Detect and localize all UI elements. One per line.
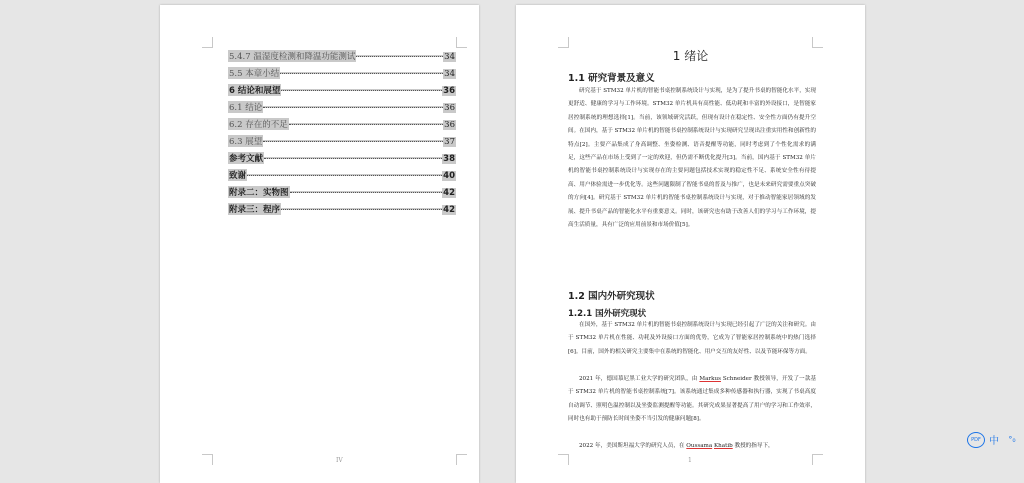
toc-entry-page: 36	[444, 120, 455, 130]
document-page-right	[516, 5, 865, 483]
toc-entry-label: 5.5 本章小结	[229, 69, 280, 79]
page-number: 1	[688, 457, 692, 464]
toc-leader	[356, 55, 443, 57]
crop-mark	[558, 454, 569, 465]
toc-entry-page: 42	[443, 188, 455, 198]
toc-leader	[280, 72, 443, 74]
toc-leader	[281, 208, 442, 210]
toc-leader	[264, 157, 442, 159]
toc-entry-page: 36	[443, 86, 455, 96]
toc-entry-page: 34	[444, 69, 455, 79]
toc-entry-label: 5.4.7 温湿度检测和降温功能测试	[229, 52, 356, 62]
table-of-contents	[228, 45, 456, 215]
paragraph: 2021 年，德国慕尼黑工业大学的研究团队，由 Markus Schneider 教授领导，开发了一款基于 STM32 单片机的智能书桌控制系统[7]。该系统通过集成多种传感器和执行器，实现了书桌高度自动调节、照明色温控制以及坐姿监测提醒等功能。其研究成果显著提高了用户的学习和工作效率，同时也有助于预防长时间坐姿不当引发的健康问题[8]。	[568, 376, 816, 423]
page-number: IV	[336, 457, 343, 464]
document-page-left	[160, 5, 479, 483]
toc-entry-label: 附录三：程序	[229, 205, 281, 215]
toc-entry[interactable]	[228, 96, 456, 113]
toc-leader	[289, 123, 443, 125]
section-heading: 1.2 国内外研究现状	[568, 291, 655, 302]
toc-entry-page: 42	[443, 205, 455, 215]
toc-entry-label: 6 结论和展望	[229, 86, 281, 96]
toc-entry-page: 36	[444, 103, 455, 113]
toc-entry[interactable]	[228, 45, 456, 62]
toc-entry[interactable]	[228, 181, 456, 198]
section-heading: 1.1 研究背景及意义	[568, 73, 655, 84]
toc-entry[interactable]	[228, 113, 456, 130]
toc-leader	[247, 174, 442, 176]
paragraph: 在国外，基于 STM32 单片机的智能书桌控制系统设计与实现已经引起了广泛的关注和研究。由于 STM32 单片机在性能、功耗及外设接口方面的优势，它成为了智能家居控制系统中的热门选择[6]。目前，国外的相关研究主要集中在系统的智能化、用户交互的友好性、以及节能环保等方面。	[568, 322, 816, 355]
subsection-heading: 1.2.1 国外研究现状	[568, 309, 647, 319]
paragraph: 2022 年，美国斯坦福大学的研究人员，在 Oussama Khatib 教授的指导下，	[579, 443, 774, 449]
paragraph: 研究基于 STM32 单片机的智能书桌控制系统设计与实现，是为了提升书桌的智能化水平，实现更舒适、健康的学习与工作环境。STM32 单片机具有高性能、低功耗和丰富的外设接口，是智能家居控制系统的理想选择[1]。当前，该领域研究活跃，但现有设计在稳定性、安全性方面仍有提升空间。在国内，基于 STM32 单片机的智能书桌控制系统设计与实现研究呈现出注重实用性和创新性的特点[2]。主要产品集成了身高调整、坐姿检测、语音提醒等功能，同时考虑到了个性化需求的满足，这些产品在市场上受到了一定的欢迎，但仍需不断优化提升[3]。当前，国内基于 STM32 单片机的智能书桌控制系统设计与实现存在的主要问题包括技术实现的稳定性不足、系统安全性有待提高、用户体验需进一步优化等。这些问题限制了智能书桌的普及与推广，也是未来研究需要重点突破的方向[4]。研究基于 STM32 单片机的智能书桌控制系统设计与实现，对于推动智能家居领域的发展、提升书桌产品的智能化水平有重要意义。同时，该研究也有助于改善人们的学习与工作环境，提高生活质量，具有广泛的应用前景和市场价值[5]。	[568, 88, 816, 229]
crop-mark	[202, 37, 213, 48]
language-icon[interactable]: 中	[989, 435, 999, 447]
toc-entry[interactable]	[228, 147, 456, 164]
toc-entry-page: 40	[443, 171, 455, 181]
toc-entry[interactable]	[228, 198, 456, 215]
toc-entry-label: 致谢	[229, 171, 247, 181]
toc-entry[interactable]	[228, 130, 456, 147]
crop-mark	[456, 37, 467, 48]
toc-entry[interactable]	[228, 79, 456, 96]
toc-entry-label: 参考文献	[229, 154, 264, 164]
toc-entry[interactable]	[228, 164, 456, 181]
toc-entry-page: 38	[443, 154, 455, 164]
toc-entry[interactable]	[228, 62, 456, 79]
toc-leader	[263, 140, 443, 142]
crop-mark	[202, 454, 213, 465]
crop-mark	[456, 454, 467, 465]
toc-entry-page: 37	[444, 137, 455, 147]
settings-dots-icon[interactable]: °₀	[1008, 434, 1016, 444]
toc-leader	[281, 89, 442, 91]
toc-entry-label: 6.1 结论	[229, 103, 263, 113]
crop-mark	[812, 454, 823, 465]
toc-leader	[290, 191, 443, 193]
toc-entry-page: 34	[444, 52, 455, 62]
toc-entry-label: 6.2 存在的不足	[229, 120, 288, 130]
toc-entry-label: 附录二：实物图	[229, 188, 289, 198]
toc-entry-label: 6.3 展望	[229, 137, 263, 147]
toc-leader	[263, 106, 443, 108]
chapter-title: 1 绪论	[672, 49, 709, 63]
pdf-icon[interactable]: PDF	[967, 432, 985, 448]
